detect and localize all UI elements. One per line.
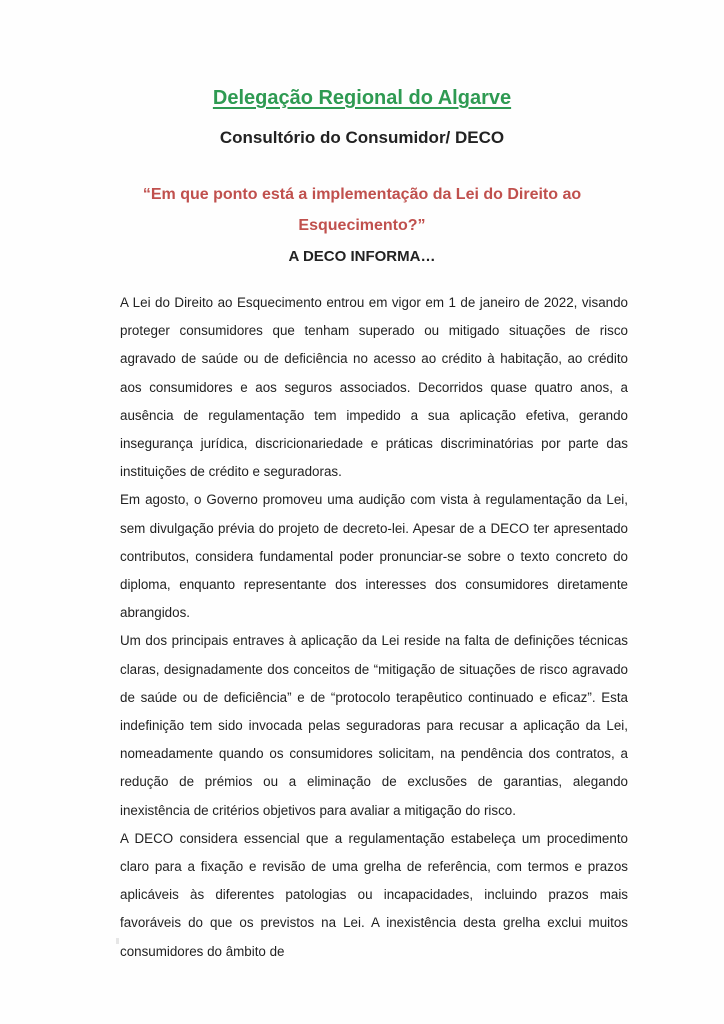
- paragraph-4: A DECO considera essencial que a regulamentação estabeleça um procedimento claro para a fixação e revisão de uma grelha de referência, com termos e prazos aplicáveis às diferentes patologias ou incapacidades, incluindo prazos mais favoráveis do que os previstos na Lei. A inexistência desta grelha exclui muitos consumidores do âmbito de: [120, 830, 628, 959]
- organization-title: [0, 86, 724, 110]
- organization-title-text: Delegação Regional do Algarve: [212, 87, 512, 109]
- scan-artifact: [116, 938, 119, 944]
- paragraph-3: Um dos principais entraves à aplicação da Lei reside na falta de definições técnicas claras, designadamente dos conceitos de “mitigação de situações de risco agravado de saúde ou de deficiência” e de “protocolo terapêutico continuado e eficaz”. Esta indefinição tem sido invocada pelas seguradoras para recusar a aplicação da Lei, nomeadamente quando os consumidores solicitam, na pendência dos contratos, a redução de prémios ou a eliminação de exclusões de garantias, alegando inexistência de critérios objetivos para avaliar a mitigação do risco.: [120, 633, 628, 818]
- paragraph-1: A Lei do Direito ao Esquecimento entrou em vigor em 1 de janeiro de 2022, visando proteger consumidores que tenham superado ou mitigado situações de risco agravado de saúde ou de deficiência no acesso ao crédito à habitação, ao crédito aos consumidores e aos seguros associados. Decorridos quase quatro anos, a ausência de regulamentação tem impedido a sua aplicação efetiva, gerando insegurança jurídica, discricionariedade e práticas discriminatórias por parte das instituições de crédito e seguradoras.: [120, 295, 628, 480]
- document-subtitle: Consultório do Consumidor/ DECO: [219, 128, 505, 147]
- paragraph-2: Em agosto, o Governo promoveu uma audição com vista à regulamentação da Lei, sem divulgação prévia do projeto de decreto-lei. Apesar de a DECO ter apresentado contributos, considera fundamental poder pronunciar-se sobre o texto concreto do diploma, enquanto representante dos interesses dos consumidores diretamente abrangidos.: [120, 492, 628, 621]
- article-body: [120, 289, 628, 966]
- section-heading: A DECO INFORMA…: [288, 248, 436, 265]
- article-question-title: “Em que ponto está a implementação da Lei do Direito ao Esquecimento?”: [142, 186, 582, 234]
